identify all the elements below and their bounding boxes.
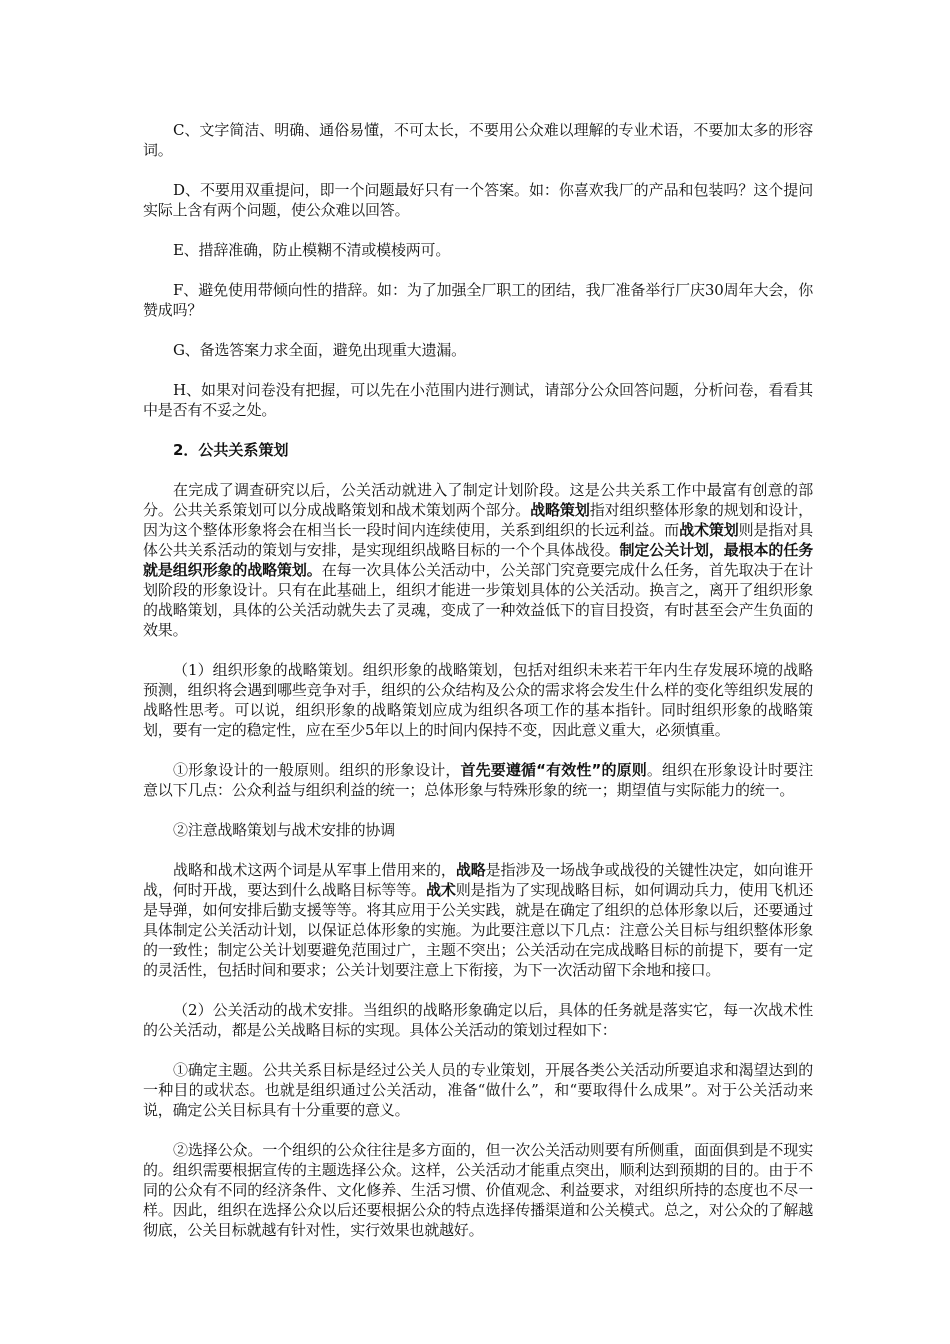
bold-effectiveness-principle: 首先要遵循“有效性”的原则: [460, 761, 647, 779]
text-run: 战略和战术这两个词是从军事上借用来的，: [173, 861, 456, 879]
paragraph-design-principle: [143, 760, 813, 800]
text-run: 是指涉及一场战争或战役的关键性决定，如向谁开战，何时开战，要达到什么战略目标等等。: [143, 861, 814, 899]
paragraph-item-c: C、文字简洁、明确、通俗易懂，不可太长，不要用公众难以理解的专业术语，不要加太多的形容词。: [143, 121, 813, 159]
paragraph-select-public: ②选择公众。一个组织的公众往往是多方面的，但一次公关活动则要有所侧重，面面俱到是不现实的。组织需要根据宣传的主题选择公众。这样，公关活动才能重点突出，顺利达到预期的目的。由于不同的公众有不同的经济条件、文化修养、生活习惯、价值观念、利益要求，对组织所持的态度也不尽一样。因此，组织在选择公众以后还要根据公众的特点选择传播渠道和公关模式。总之，对公众的了解越彻底，公关目标就越有针对性，实行效果也就越好。: [143, 1141, 813, 1239]
text-run: 则是指对具体公共关系活动的策划与安排，是实现组织战略目标的一个个具体战役。: [143, 521, 813, 559]
paragraph-item-g: G、备选答案力求全面，避免出现重大遗漏。: [173, 341, 466, 359]
paragraph-coordination-title: ②注意战略策划与战术安排的协调: [173, 821, 396, 839]
bold-term-strategy: 战略: [455, 861, 486, 879]
bold-term-tactical-planning: 战术策划: [679, 521, 739, 539]
section-heading: 2．公共关系策划: [173, 441, 289, 459]
bold-key-statement: 制定公关计划，最根本的任务就是组织形象的战略策划。: [143, 541, 814, 579]
paragraph-item-e: E、措辞准确，防止模糊不清或模棱两可。: [173, 241, 451, 259]
paragraph-tactical-arrangement: （2）公关活动的战术安排。当组织的战略形象确定以后，具体的任务就是落实它，每一次战术性的公关活动，都是公关战略目标的实现。具体公关活动的策划过程如下：: [143, 1001, 813, 1039]
paragraph-strategic-image: （1）组织形象的战略策划。组织形象的战略策划，包括对组织未来若干年内生存发展环境的战略预测，组织将会遇到哪些竞争对手，组织的公众结构及公众的需求将会发生什么样的变化等组织发展的战略性思考。可以说，组织形象的战略策划应成为组织各项工作的基本指针。同时组织形象的战略策划，要有一定的稳定性，应在至少5年以上的时间内保持不变，因此意义重大，必须慎重。: [143, 661, 813, 739]
paragraph-planning-intro: [143, 480, 813, 640]
text-run: 在每一次具体公关活动中，公关部门究竟要完成什么任务，首先取决于在计划阶段的形象设计。只有在此基础上，组织才能进一步策划具体的公关活动。换言之，离开了组织形象的战略策划，具体的公关活动就失去了灵魂，变成了一种效益低下的盲目投资，有时甚至会产生负面的效果。: [143, 561, 814, 639]
paragraph-define-theme: ①确定主题。公共关系目标是经过公关人员的专业策划，开展各类公关活动所要追求和渴望达到的一种目的或状态。也就是组织通过公关活动，准备“做什么”，和“要取得什么成果”。对于公关活动来说，确定公关目标具有十分重要的意义。: [143, 1061, 813, 1119]
text-run: ①形象设计的一般原则。组织的形象设计，: [173, 761, 461, 779]
paragraph-item-h: H、如果对问卷没有把握，可以先在小范围内进行测试，请部分公众回答问题，分析问卷，看看其中是否有不妥之处。: [143, 381, 813, 419]
bold-term-tactics: 战术: [425, 881, 456, 899]
paragraph-strategy-tactics: [143, 860, 813, 980]
text-run: 则是指为了实现战略目标，如何调动兵力，使用飞机还是导弹，如何安排后勤支援等等。将其应用于公关实践，就是在确定了组织的总体形象以后，还要通过具体制定公关活动计划，以保证总体形象的实施。为此要注意以下几点：注意公关目标与组织整体形象的一致性；制定公关计划要避免范围过广，主题不突出；公关活动在完成战略目标的前提下，要有一定的灵活性，包括时间和要求；公关计划要注意上下衔接，为下一次活动留下余地和接口。: [143, 881, 814, 979]
document-body: [143, 120, 813, 1260]
paragraph-item-f: F、避免使用带倾向性的措辞。如：为了加强全厂职工的团结，我厂准备举行厂庆30周年大会，你赞成吗？: [143, 281, 813, 319]
bold-term-strategic-planning: 战略策划: [530, 501, 590, 519]
text-run: 在完成了调查研究以后，公关活动就进入了制定计划阶段。这是公共关系工作中最富有创意的部分。公共关系策划可以分成战略策划和战术策划两个部分。: [143, 481, 813, 519]
paragraph-item-d: D、不要用双重提问，即一个问题最好只有一个答案。如：你喜欢我厂的产品和包装吗？这个提问实际上含有两个问题，使公众难以回答。: [143, 181, 813, 219]
text-run: 。组织在形象设计时要注意以下几点：公众利益与组织利益的统一；总体形象与特殊形象的统一；期望值与实际能力的统一。: [143, 761, 814, 799]
text-run: 指对组织整体形象的规划和设计，因为这个整体形象将会在相当长一段时间内连续使用，关系到组织的长远利益。而: [143, 501, 813, 539]
